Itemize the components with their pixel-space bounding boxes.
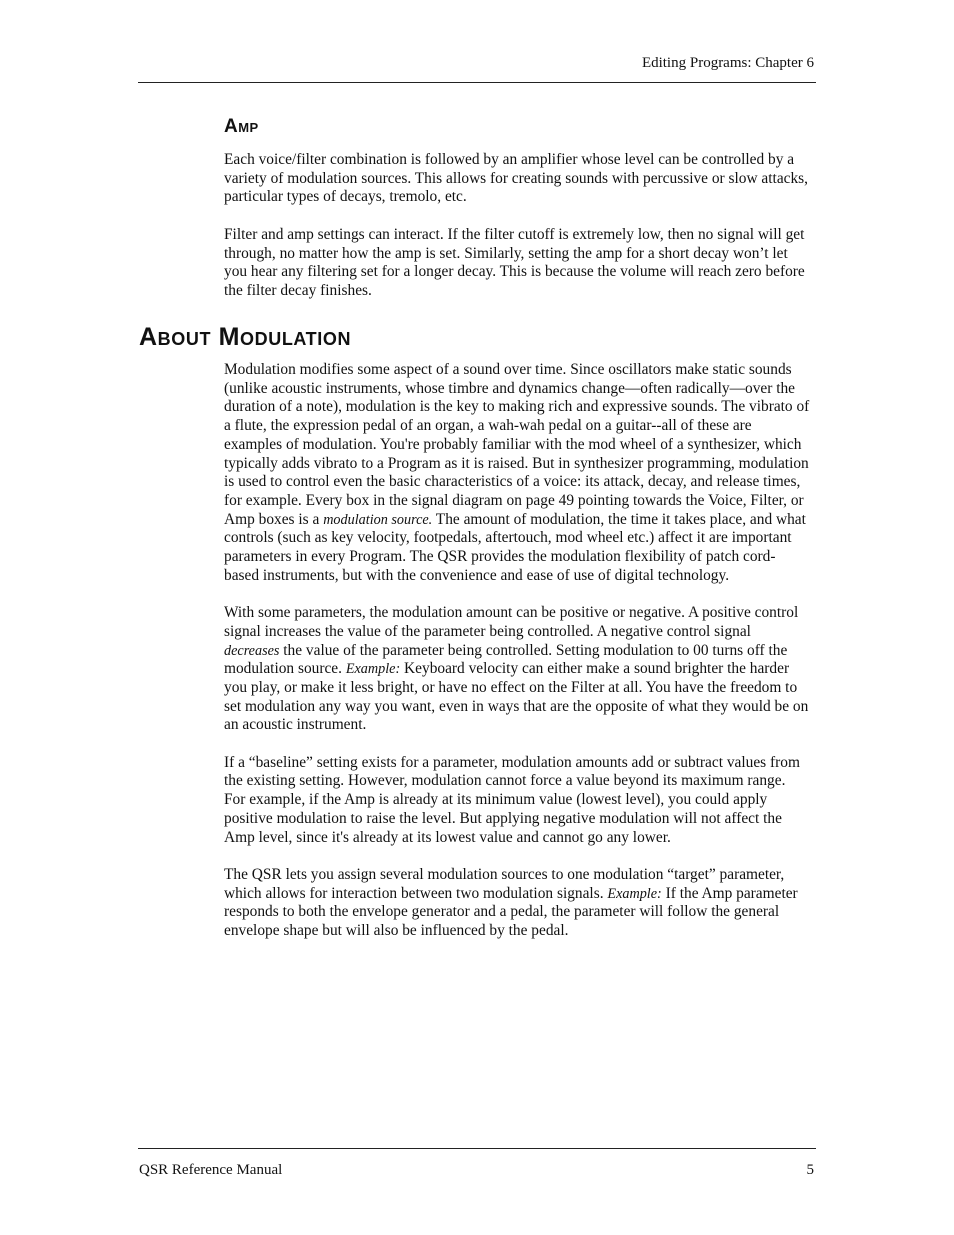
modulation-paragraph-3: If a “baseline” setting exists for a parameter, modulation amounts add or subtract values from the existing setting. However, modulation cannot force a value beyond its maximum range. For example, if the Amp is already at its minimum value (lowest level), you could apply positive modulation to raise the level. But applying negative modulation will not affect the Amp level, since it's already at its lowest value and cannot go any lower. — [224, 753, 800, 846]
amp-paragraph-1: Each voice/filter combination is followed by an amplifier whose level can be controlled by a variety of modulation sources. This allows for creating sounds with percussive or slow attacks, particular types of decays, tremolo, etc. — [224, 151, 809, 206]
modulation-p1-text-b: The amount of modulation, the time it takes place, and what controls (such as key velocity, footpedals, aftertouch, mod wheel etc.) affect it are important parameters in every Program. The QSR provides the modulation flexibility of patch cord-based instruments, but with the convenience and ease of use of digital technology. — [224, 510, 806, 584]
example-label: Example: — [607, 885, 662, 902]
modulation-p2-text-c: Keyboard velocity can either make a sound brighter the harder you play, or make it less bright, or have no effect on the Filter at all. You have the freedom to set modulation any way you want, even in ways that are the opposite of what they would be on an acoustic instrument. — [224, 660, 809, 734]
amp-heading: Amp — [224, 116, 259, 137]
modulation-paragraph-4 — [224, 866, 810, 941]
example-label: Example: — [345, 661, 401, 678]
page-number: 5 — [806, 1162, 814, 1178]
modulation-p4-text-b: If the Amp parameter responds to both the envelope generator and a pedal, the parameter will follow the general envelope shape but will also be influenced by the pedal. — [224, 884, 798, 940]
amp-paragraph-2: Filter and amp settings can interact. If the filter cutoff is extremely low, then no signal will get through, no matter how the amp is set. Similarly, setting the amp for a short decay won’t let you hear any filtering set for a longer decay. This is because the volume will reach zero before the filter decay finishes. — [224, 225, 805, 299]
modulation-source-term: modulation source. — [323, 511, 433, 528]
modulation-section-body — [224, 361, 810, 959]
modulation-p4-text-a: The QSR lets you assign several modulation sources to one modulation “target” parameter, which allows for interaction between two modulation signals. — [224, 865, 785, 902]
amp-section-body — [224, 151, 810, 319]
modulation-p1-text-a: Modulation modifies some aspect of a sound over time. Since oscillators make static sounds (unlike acoustic instruments, whose timbre and dynamics change—often radically—over the duration of a note), modulation is the key to making rich and expressive sounds. The vibrato of a flute, the expression pedal of an organ, a wah-wah pedal on a guitar--all of these are examples of modulation. You're probably familiar with the mod wheel of a synthesizer, which typically adds vibrato to a Program as it is raised. But in synthesizer programming, modulation is used to control even the basic characteristics of a voice: its attack, decay, and release times, for example. Every box in the signal diagram on page 49 pointing towards the Voice, Filter, or Amp boxes is a — [224, 361, 810, 528]
modulation-heading: About Modulation — [139, 323, 352, 351]
modulation-p2-text-b: the value of the parameter being controlled. Setting modulation to 00 turns off the modulation source. — [224, 641, 788, 678]
decreases-term: decreases — [224, 642, 280, 659]
header-divider — [138, 82, 816, 83]
modulation-p2-text-a: With some parameters, the modulation amount can be positive or negative. A positive control signal increases the value of the parameter being controlled. A negative control signal — [224, 604, 799, 640]
running-header: Editing Programs: Chapter 6 — [641, 55, 814, 71]
modulation-paragraph-2 — [224, 604, 810, 735]
modulation-paragraph-1 — [224, 361, 810, 585]
footer-divider — [138, 1148, 816, 1149]
footer-manual-title: QSR Reference Manual — [139, 1162, 283, 1178]
